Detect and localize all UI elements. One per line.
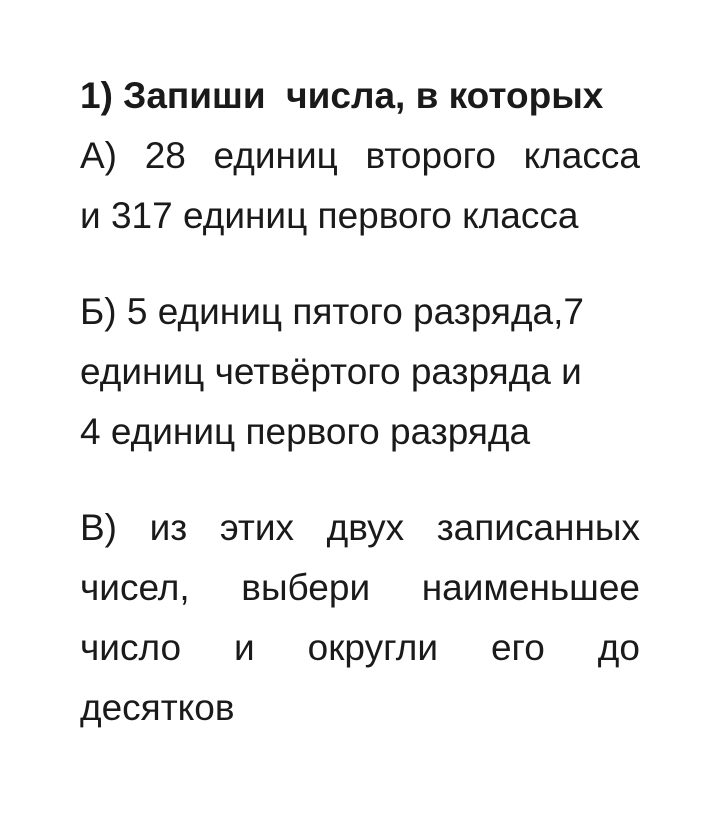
word: его — [490, 627, 545, 668]
task-title: 1) Запиши числа, в которых — [80, 75, 604, 116]
part-c-line-4: десятков — [80, 687, 235, 728]
part-a-line-1 — [80, 126, 640, 186]
word: А) — [80, 135, 117, 176]
part-c-line-1 — [80, 498, 640, 558]
word: этих — [219, 507, 295, 548]
part-b-line-2: единиц четвёртого разряда и — [80, 351, 582, 392]
word: 28 — [144, 135, 186, 176]
word: выбери — [241, 567, 371, 608]
word: до — [597, 627, 640, 668]
part-b-line-3: 4 единиц первого разряда — [80, 411, 531, 452]
word: записанных — [436, 507, 640, 548]
word: наименьшее — [421, 567, 640, 608]
task-document — [80, 66, 640, 738]
word: В) — [80, 507, 117, 548]
word: единиц — [213, 135, 338, 176]
word: округли — [307, 627, 439, 668]
word: число — [80, 627, 182, 668]
part-b-line-1: Б) 5 единиц пятого разряда,7 — [80, 291, 584, 332]
part-a-line-2: и 317 единиц первого класса — [80, 195, 579, 236]
word: класса — [523, 135, 640, 176]
paragraph-gap — [80, 462, 640, 498]
part-c-line-2 — [80, 558, 640, 618]
word: из — [149, 507, 188, 548]
word: чисел, — [80, 567, 190, 608]
part-c-line-3 — [80, 618, 640, 678]
word: второго — [365, 135, 496, 176]
word: и — [234, 627, 255, 668]
word: двух — [326, 507, 405, 548]
paragraph-gap — [80, 246, 640, 282]
